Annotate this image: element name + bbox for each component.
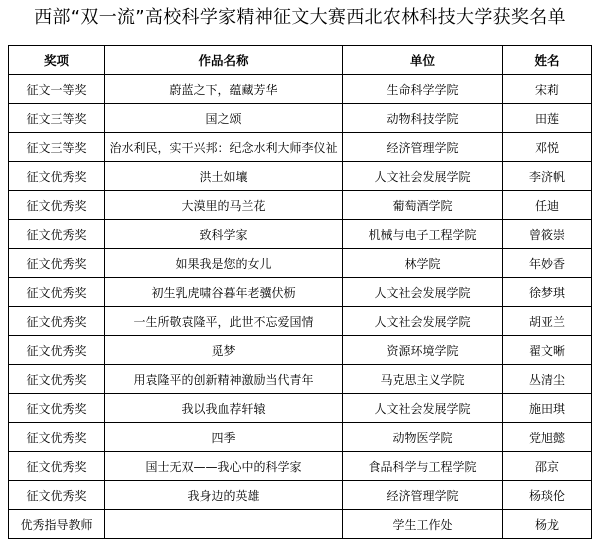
name-cell: 丛清尘 xyxy=(503,365,592,394)
name-cell: 施田琪 xyxy=(503,394,592,423)
name-cell: 翟文晰 xyxy=(503,336,592,365)
work-title-cell: 治水利民，实干兴邦：纪念水利大师李仪祉 xyxy=(105,133,343,162)
page-title: 西部“双一流”高校科学家精神征文大赛西北农林科技大学获奖名单 xyxy=(34,7,566,28)
name-cell: 李济帆 xyxy=(503,162,592,191)
work-title-cell: 如果我是您的女儿 xyxy=(105,249,343,278)
work-title-cell: 致科学家 xyxy=(105,220,343,249)
unit-cell: 食品科学与工程学院 xyxy=(343,452,503,481)
table-row xyxy=(9,220,592,249)
table-row xyxy=(9,394,592,423)
work-title-cell: 初生乳虎啸谷暮年老骥伏枥 xyxy=(105,278,343,307)
name-cell: 田莲 xyxy=(503,104,592,133)
work-title-cell: 用袁隆平的创新精神激励当代青年 xyxy=(105,365,343,394)
unit-cell: 经济管理学院 xyxy=(343,481,503,510)
work-title-cell: 大漠里的马兰花 xyxy=(105,191,343,220)
awards-table xyxy=(8,45,592,539)
table-row xyxy=(9,75,592,104)
award-cell: 征文优秀奖 xyxy=(9,220,105,249)
unit-cell: 生命科学学院 xyxy=(343,75,503,104)
award-cell: 征文三等奖 xyxy=(9,104,105,133)
work-title-cell: 蔚蓝之下，蕴藏芳华 xyxy=(105,75,343,104)
table-row xyxy=(9,452,592,481)
unit-cell: 人文社会发展学院 xyxy=(343,307,503,336)
award-cell: 征文优秀奖 xyxy=(9,336,105,365)
unit-cell: 林学院 xyxy=(343,249,503,278)
award-cell: 征文优秀奖 xyxy=(9,278,105,307)
unit-cell: 人文社会发展学院 xyxy=(343,162,503,191)
award-cell: 征文三等奖 xyxy=(9,133,105,162)
table-row xyxy=(9,162,592,191)
award-cell: 征文优秀奖 xyxy=(9,423,105,452)
work-title-cell: 洪土如壤 xyxy=(105,162,343,191)
award-cell: 征文优秀奖 xyxy=(9,481,105,510)
unit-cell: 马克思主义学院 xyxy=(343,365,503,394)
column-header-unit: 单位 xyxy=(343,46,503,75)
name-cell: 年妙香 xyxy=(503,249,592,278)
table-row xyxy=(9,510,592,539)
work-title-cell: 觅梦 xyxy=(105,336,343,365)
award-cell: 征文优秀奖 xyxy=(9,394,105,423)
unit-cell: 资源环境学院 xyxy=(343,336,503,365)
unit-cell: 人文社会发展学院 xyxy=(343,394,503,423)
name-cell: 宋莉 xyxy=(503,75,592,104)
award-cell: 优秀指导教师 xyxy=(9,510,105,539)
work-title-cell: 我身边的英雄 xyxy=(105,481,343,510)
work-title-cell xyxy=(105,510,343,539)
unit-cell: 人文社会发展学院 xyxy=(343,278,503,307)
unit-cell: 动物科技学院 xyxy=(343,104,503,133)
award-cell: 征文一等奖 xyxy=(9,75,105,104)
unit-cell: 机械与电子工程学院 xyxy=(343,220,503,249)
award-cell: 征文优秀奖 xyxy=(9,162,105,191)
column-header-name: 姓名 xyxy=(503,46,592,75)
award-cell: 征文优秀奖 xyxy=(9,452,105,481)
name-cell: 徐梦琪 xyxy=(503,278,592,307)
name-cell: 曾筱崇 xyxy=(503,220,592,249)
work-title-cell: 国士无双——我心中的科学家 xyxy=(105,452,343,481)
award-cell: 征文优秀奖 xyxy=(9,191,105,220)
name-cell: 邓悦 xyxy=(503,133,592,162)
award-cell: 征文优秀奖 xyxy=(9,307,105,336)
table-row xyxy=(9,104,592,133)
award-cell: 征文优秀奖 xyxy=(9,365,105,394)
work-title-cell: 一生所敬袁隆平，此世不忘爱国情 xyxy=(105,307,343,336)
table-row xyxy=(9,191,592,220)
name-cell: 杨龙 xyxy=(503,510,592,539)
table-header-row xyxy=(9,46,592,75)
work-title-cell: 国之颂 xyxy=(105,104,343,133)
table-body xyxy=(9,75,592,539)
table-row xyxy=(9,336,592,365)
unit-cell: 经济管理学院 xyxy=(343,133,503,162)
table-row xyxy=(9,278,592,307)
table-row xyxy=(9,481,592,510)
work-title-cell: 四季 xyxy=(105,423,343,452)
name-cell: 邵京 xyxy=(503,452,592,481)
table-row xyxy=(9,423,592,452)
column-header-work-title: 作品名称 xyxy=(105,46,343,75)
table-row xyxy=(9,365,592,394)
name-cell: 杨琰伦 xyxy=(503,481,592,510)
work-title-cell: 我以我血荐轩辕 xyxy=(105,394,343,423)
unit-cell: 葡萄酒学院 xyxy=(343,191,503,220)
unit-cell: 学生工作处 xyxy=(343,510,503,539)
table-row xyxy=(9,133,592,162)
table-row xyxy=(9,249,592,278)
name-cell: 党旭懿 xyxy=(503,423,592,452)
name-cell: 胡亚兰 xyxy=(503,307,592,336)
unit-cell: 动物医学院 xyxy=(343,423,503,452)
table-row xyxy=(9,307,592,336)
award-cell: 征文优秀奖 xyxy=(9,249,105,278)
column-header-award: 奖项 xyxy=(9,46,105,75)
name-cell: 任迪 xyxy=(503,191,592,220)
